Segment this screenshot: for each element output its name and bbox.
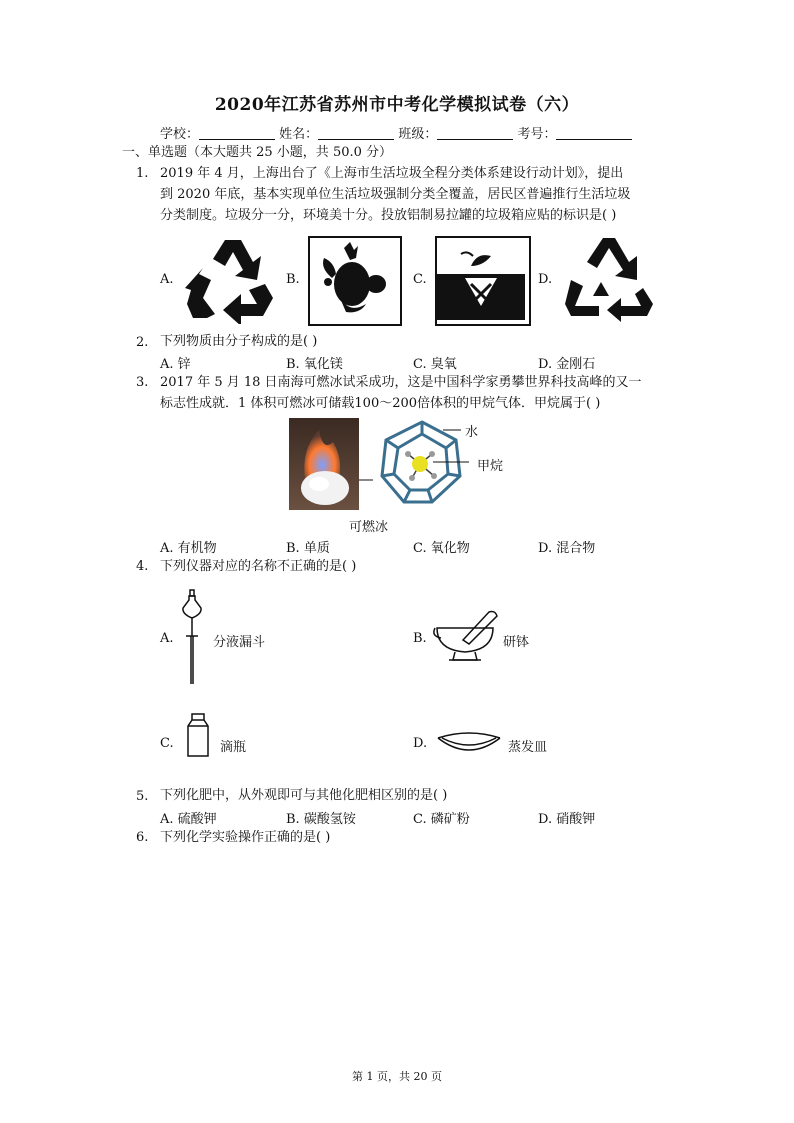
exam-no-field[interactable] (556, 127, 632, 140)
question-4-name-a: 分液漏斗 (213, 635, 266, 650)
page-footer: 第 1 页，共 20 页 (352, 1070, 442, 1083)
question-1-line-1: 2019 年 4 月，上海出台了《上海市生活垃圾全程分类体系建设行动计划》，提出 (160, 166, 624, 181)
evaporating-dish-icon (436, 730, 502, 756)
question-3-option-c[interactable]: C. 氧化物 (413, 541, 470, 556)
student-info-row (160, 123, 632, 142)
school-label: 学校： (160, 127, 200, 142)
question-1-option-d[interactable]: D. (538, 272, 553, 287)
question-1-line-2: 到 2020 年底，基本实现单位生活垃圾强制分类全覆盖，居民区普遍推行生活垃圾 (160, 187, 631, 202)
question-2-option-c[interactable]: C. 臭氧 (413, 357, 457, 372)
question-2-option-a[interactable]: A. 锌 (160, 357, 191, 372)
kitchen-waste-icon (308, 236, 402, 326)
question-2-number: 2. (136, 335, 149, 350)
question-4-number: 4. (136, 559, 149, 574)
question-3-line-2: 标志性成就．1 体积可燃冰可储载100～200倍体积的甲烷气体．甲烷属于( ) (160, 396, 601, 411)
question-1-number: 1. (136, 166, 149, 181)
section-heading: 一、单选题（本大题共 25 小题，共 50.0 分） (122, 145, 393, 160)
question-6-stem: 下列化学实验操作正确的是( ) (160, 830, 331, 845)
question-1-option-a[interactable]: A. (160, 272, 174, 287)
question-4-stem: 下列仪器对应的名称不正确的是( ) (160, 559, 357, 574)
class-label: 班级： (398, 127, 438, 142)
dropper-bottle-icon (182, 712, 214, 758)
question-5-number: 5. (136, 789, 149, 804)
question-4-name-c: 滴瓶 (220, 740, 247, 755)
question-3-number: 3. (136, 375, 149, 390)
question-4-option-a[interactable]: A. (160, 631, 174, 646)
question-4-option-b[interactable]: B. (413, 631, 427, 646)
question-5-option-a[interactable]: A. 硫酸钾 (160, 812, 217, 827)
question-3-option-d[interactable]: D. 混合物 (538, 541, 596, 556)
class-field[interactable] (437, 127, 513, 140)
hazardous-waste-icon (435, 236, 531, 326)
combustible-ice-photo (289, 418, 359, 510)
school-field[interactable] (199, 127, 275, 140)
recyclable-arrows-icon (563, 236, 655, 322)
separatory-funnel-icon (180, 588, 204, 688)
question-5-option-b[interactable]: B. 碳酸氢铵 (286, 812, 356, 827)
page-title: 2020年江苏省苏州市中考化学模拟试卷（六） (214, 95, 580, 115)
name-label: 姓名： (279, 127, 319, 142)
recycle-icon (185, 234, 277, 324)
question-1-line-3: 分类制度。垃圾分一分，环境美十分。投放铝制易拉罐的垃圾箱应贴的标识是( ) (160, 208, 617, 223)
label-water: 水 (465, 425, 479, 440)
question-4-option-c[interactable]: C. (160, 736, 174, 751)
question-2-stem: 下列物质由分子构成的是( ) (160, 334, 318, 349)
question-3-option-a[interactable]: A. 有机物 (160, 541, 217, 556)
question-2-option-b[interactable]: B. 氧化镁 (286, 357, 343, 372)
label-methane: 甲烷 (477, 459, 504, 474)
question-6-number: 6. (136, 830, 149, 845)
question-5-option-d[interactable]: D. 硝酸钾 (538, 812, 596, 827)
figure-caption: 可燃冰 (349, 520, 389, 535)
question-2-option-d[interactable]: D. 金刚石 (538, 357, 596, 372)
question-1-option-c[interactable]: C. (413, 272, 427, 287)
question-4-option-d[interactable]: D. (413, 736, 428, 751)
mortar-and-pestle-icon (433, 608, 501, 666)
question-4-name-b: 研钵 (503, 635, 530, 650)
question-4-name-d: 蒸发皿 (508, 740, 548, 755)
question-5-stem: 下列化肥中，从外观即可与其他化肥相区别的是( ) (160, 788, 448, 803)
question-3-option-b[interactable]: B. 单质 (286, 541, 330, 556)
name-field[interactable] (318, 127, 394, 140)
diagram-leader-lines (359, 420, 469, 484)
question-5-option-c[interactable]: C. 磷矿粉 (413, 812, 470, 827)
exam-no-label: 考号： (517, 127, 557, 142)
question-3-line-1: 2017 年 5 月 18 日南海可燃冰试采成功，这是中国科学家勇攀世界科技高峰的又一 (160, 375, 642, 390)
question-1-option-b[interactable]: B. (286, 272, 300, 287)
